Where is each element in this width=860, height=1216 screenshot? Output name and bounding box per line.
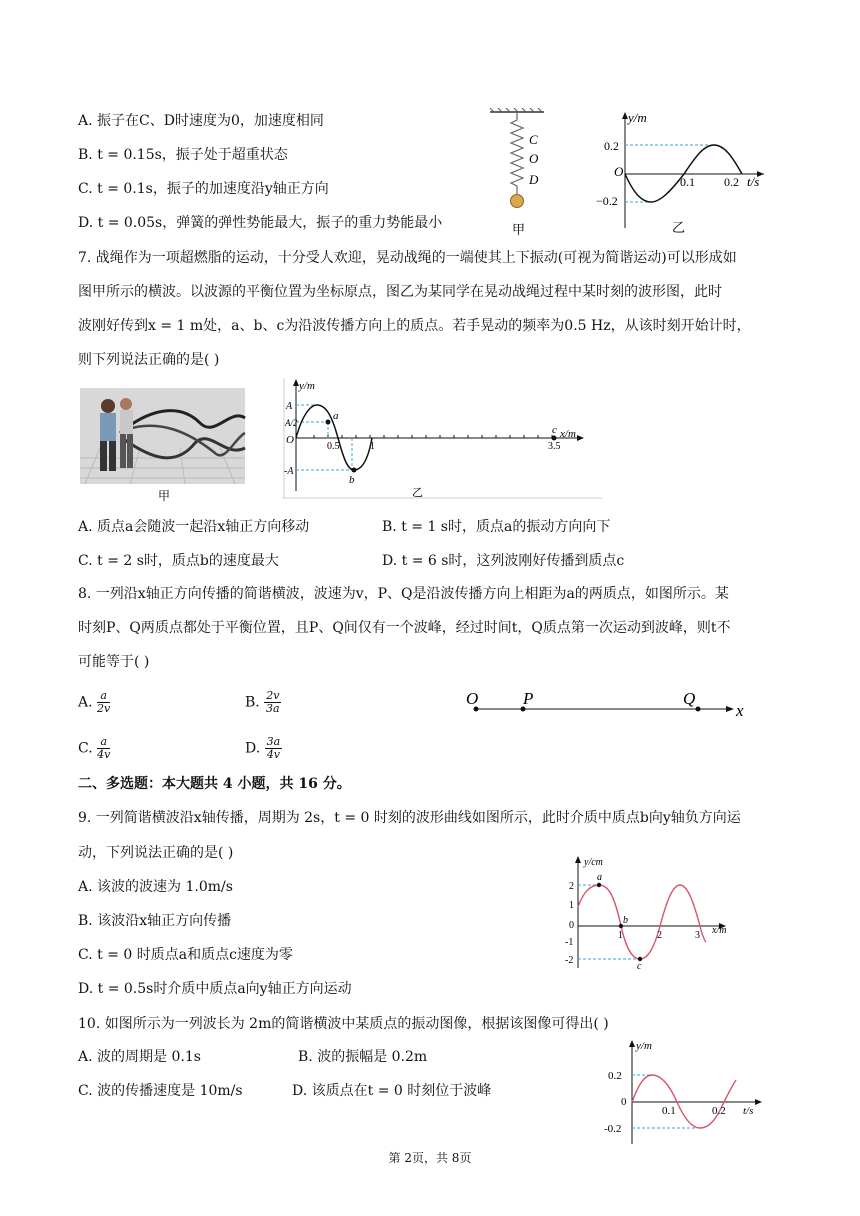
q7-ylabel: y/m xyxy=(299,380,315,392)
q9-stem-line1: 9. 一列简谐横波沿x轴传播，周期为 2s，t = 0 时刻的波形曲线如图所示，此时介质中质点b向y轴负方向运 xyxy=(78,810,741,826)
q6-origin: O xyxy=(614,164,624,179)
q9-xtick-1: 1 xyxy=(618,930,623,941)
q6-option-a: A. 振子在C、D时速度为0，加速度相同 xyxy=(78,113,324,129)
q8-option-b-label: B. xyxy=(245,694,260,711)
q7-label-a: a xyxy=(333,410,339,422)
q8-b-den: 3a xyxy=(266,702,280,715)
q7-option-c: C. t = 2 s时，质点b的速度最大 xyxy=(78,553,279,569)
q8-stem-line3: 可能等于( ) xyxy=(78,654,150,670)
q8-c-num: a xyxy=(97,736,110,749)
fig-yi-caption: 乙 xyxy=(672,220,686,235)
q9-ylabel: y/cm xyxy=(584,857,603,868)
q8-axis-figure xyxy=(462,684,758,720)
q10-ylabel: y/m xyxy=(636,1040,652,1052)
q7-ytick-A-half: A/2 xyxy=(285,418,298,428)
q7-point-a xyxy=(326,420,331,425)
q9-ytick-1: 1 xyxy=(569,900,574,911)
q6-ytick-bottom: −0.2 xyxy=(596,194,618,208)
label-D: D xyxy=(529,172,539,187)
q8-label-x: x xyxy=(736,701,744,720)
q10-vibration-graph xyxy=(600,1036,772,1146)
section-2-heading: 二、多选题：本大题共 4 小题，共 16 分。 xyxy=(78,776,351,792)
q9-option-d: D. t = 0.5s时介质中质点a向y轴正方向运动 xyxy=(78,981,352,997)
q8-option-d-label: D. xyxy=(245,740,261,757)
q8-label-Q: Q xyxy=(683,689,696,708)
q9-ytick-neg2: -2 xyxy=(565,955,574,966)
q9-xlabel: x/m xyxy=(712,925,727,936)
q8-stem-line2: 时刻P、Q两质点都处于平衡位置，且P、Q间仅有一个波峰，经过时间t，Q质点第一次运动到波峰，则t不 xyxy=(78,620,731,636)
q10-xtick-0.1: 0.1 xyxy=(662,1105,676,1117)
q8-option-a xyxy=(78,690,110,715)
q10-ytick-top: 0.2 xyxy=(608,1070,622,1082)
q10-xlabel: t/s xyxy=(743,1105,754,1117)
q6-option-b: B. t = 0.15s，振子处于超重状态 xyxy=(78,147,288,163)
q7-origin: O xyxy=(286,434,294,446)
q9-ytick-0: 0 xyxy=(569,920,574,931)
q6-option-d: D. t = 0.05s，弹簧的弹性势能最大，振子的重力势能最小 xyxy=(78,215,443,231)
page-footer: 第 2页，共 8页 xyxy=(388,1151,472,1165)
q8-a-num: a xyxy=(97,690,110,703)
q10-stem: 10. 如图所示为一列波长为 2m的简谐横波中某质点的振动图像，根据该图像可得出( ) xyxy=(78,1016,609,1032)
q9-ytick-neg1: -1 xyxy=(565,937,574,948)
q9-wave-graph xyxy=(562,852,742,970)
q7-stem-line2: 图甲所示的横波。以波源的平衡位置为坐标原点，图乙为某同学在晃动战绳过程中某时刻的波形图，此时 xyxy=(78,284,722,300)
q8-option-c-fraction xyxy=(97,736,110,761)
q7-label-c: c xyxy=(552,424,557,436)
q7-label-b: b xyxy=(349,474,355,486)
q10-option-b: B. 波的振幅是 0.2m xyxy=(298,1049,428,1065)
q9-xtick-3: 3 xyxy=(695,930,700,941)
q7-xtick-0.5: 0.5 xyxy=(327,441,340,452)
q7-xtick-1: 1 xyxy=(370,441,375,452)
q6-vibration-graph xyxy=(592,108,777,238)
q6-xlabel: t/s xyxy=(747,174,760,189)
q9-label-a: a xyxy=(597,872,602,883)
q7-option-b: B. t = 1 s时，质点a的振动方向向下 xyxy=(382,519,611,535)
q6-ylabel: y/m xyxy=(628,110,647,125)
q7-photo-caption: 甲 xyxy=(158,489,171,503)
q8-d-num: 3a xyxy=(266,735,281,748)
label-C: C xyxy=(529,132,538,147)
q10-option-c: C. 波的传播速度是 10m/s xyxy=(78,1083,243,1099)
q7-ytick-A: A xyxy=(286,401,293,412)
q8-label-O: O xyxy=(466,689,479,708)
q8-c-den: 4v xyxy=(97,748,111,761)
q9-label-b: b xyxy=(623,915,628,926)
q7-point-b xyxy=(352,468,357,473)
q7-ytick-neg-A: -A xyxy=(284,466,294,477)
q9-label-c: c xyxy=(637,961,642,970)
q8-option-c-label: C. xyxy=(78,740,93,757)
q8-b-num: 2v xyxy=(266,689,280,702)
q7-xtick-3.5: 3.5 xyxy=(548,441,561,452)
q8-option-d xyxy=(245,736,282,761)
q9-xtick-2: 2 xyxy=(657,930,662,941)
q8-a-den: 2v xyxy=(97,702,111,715)
fig-jia-caption: 甲 xyxy=(512,222,526,237)
q9-stem-line2: 动，下列说法正确的是( ) xyxy=(78,845,234,861)
q7-option-a: A. 质点a会随波一起沿x轴正方向移动 xyxy=(78,519,310,535)
q6-xtick-1: 0.1 xyxy=(680,175,695,189)
q10-ytick-zero: 0 xyxy=(621,1096,627,1108)
label-O: O xyxy=(529,151,539,166)
q8-d-den: 4v xyxy=(266,748,281,761)
q8-option-a-label: A. xyxy=(78,694,93,711)
q8-option-a-fraction xyxy=(97,690,110,715)
q6-xtick-2: 0.2 xyxy=(724,175,739,189)
q6-ytick-top: 0.2 xyxy=(604,139,619,153)
q7-point-c xyxy=(552,436,557,441)
q7-stem-line1: 7. 战绳作为一项超燃脂的运动，十分受人欢迎，晃动战绳的一端使其上下振动(可视为简谐运动)可以形成如 xyxy=(78,250,737,266)
q7-wave-graph xyxy=(282,376,604,500)
q7-fig-caption: 乙 xyxy=(412,487,423,499)
q8-stem-line1: 8. 一列沿x轴正方向传播的简谐横波，波速为v，P、Q是沿波传播方向上相距为a的两质点，如图所示。某 xyxy=(78,586,729,602)
q8-option-b-fraction xyxy=(264,690,281,715)
q10-option-d: D. 该质点在t = 0 时刻位于波峰 xyxy=(292,1083,492,1099)
q8-option-d-fraction xyxy=(265,736,283,761)
q9-ytick-2: 2 xyxy=(569,881,574,892)
q7-stem-line4: 则下列说法正确的是( ) xyxy=(78,352,220,368)
q9-option-c: C. t = 0 时质点a和质点c速度为零 xyxy=(78,947,293,963)
q7-stem-line3: 波刚好传到x = 1 m处，a、b、c为沿波传播方向上的质点。若手晃动的频率为0.5 Hz，从该时刻开始计时， xyxy=(78,318,751,334)
q9-point-a xyxy=(597,883,601,887)
q8-option-b xyxy=(245,690,281,715)
q7-option-d: D. t = 6 s时，这列波刚好传播到质点c xyxy=(382,553,625,569)
q7-xlabel: x/m xyxy=(560,428,576,440)
q9-option-b: B. 该波沿x轴正方向传播 xyxy=(78,913,232,929)
q6-spring-figure xyxy=(484,108,554,240)
q6-option-c: C. t = 0.1s，振子的加速度沿y轴正方向 xyxy=(78,181,329,197)
q8-option-c xyxy=(78,736,110,761)
q7-battle-rope-photo xyxy=(80,388,255,504)
q10-xtick-0.2: 0.2 xyxy=(712,1105,726,1117)
q10-option-a: A. 波的周期是 0.1s xyxy=(78,1049,201,1065)
q10-ytick-bottom: -0.2 xyxy=(604,1123,622,1135)
q9-option-a: A. 该波的波速为 1.0m/s xyxy=(78,879,233,895)
q8-label-P: P xyxy=(523,689,534,708)
